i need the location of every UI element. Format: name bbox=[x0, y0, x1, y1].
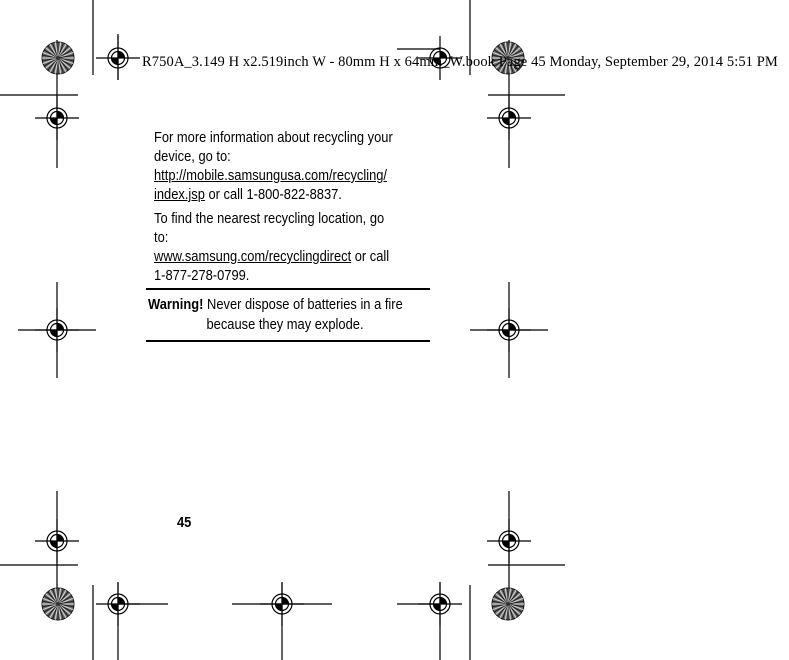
warning-text-line-2: because they may explode. bbox=[206, 316, 364, 333]
star-target-mark bbox=[42, 588, 74, 620]
page-number: 45 bbox=[177, 514, 192, 531]
recycling-direct-phone-text: or call 1-877-278-0799. bbox=[154, 248, 390, 284]
warning-text bbox=[148, 295, 423, 335]
recycling-phone-text: or call 1-800-822-8837. bbox=[204, 186, 342, 203]
recycling-link-line-1: http://mobile.samsungusa.com/recycling/ bbox=[154, 167, 388, 184]
recycling-info bbox=[154, 128, 395, 290]
recycling-paragraph-2 bbox=[154, 209, 395, 285]
warning-label: Warning! bbox=[148, 296, 204, 313]
recycling-paragraph-1 bbox=[154, 128, 395, 204]
recycling-direct-link[interactable]: www.samsung.com/recyclingdirect bbox=[154, 248, 352, 265]
recycling-link-line-2: index.jsp bbox=[154, 186, 205, 203]
warning-box bbox=[146, 288, 430, 342]
star-target-mark bbox=[42, 42, 74, 74]
recycling-intro-text: For more information about recycling your device, go to: bbox=[154, 129, 393, 165]
nearest-location-text: To find the nearest recycling location, go to: bbox=[154, 210, 385, 246]
star-target-mark bbox=[492, 588, 524, 620]
print-slug-line: R750A_3.149 H x2.519inch W - 80mm H x 64mm_W.book Page 45 Monday, September 29, 2014 5:51 PM bbox=[142, 54, 778, 70]
warning-text-line-1: Never dispose of batteries in a fire bbox=[203, 296, 403, 313]
